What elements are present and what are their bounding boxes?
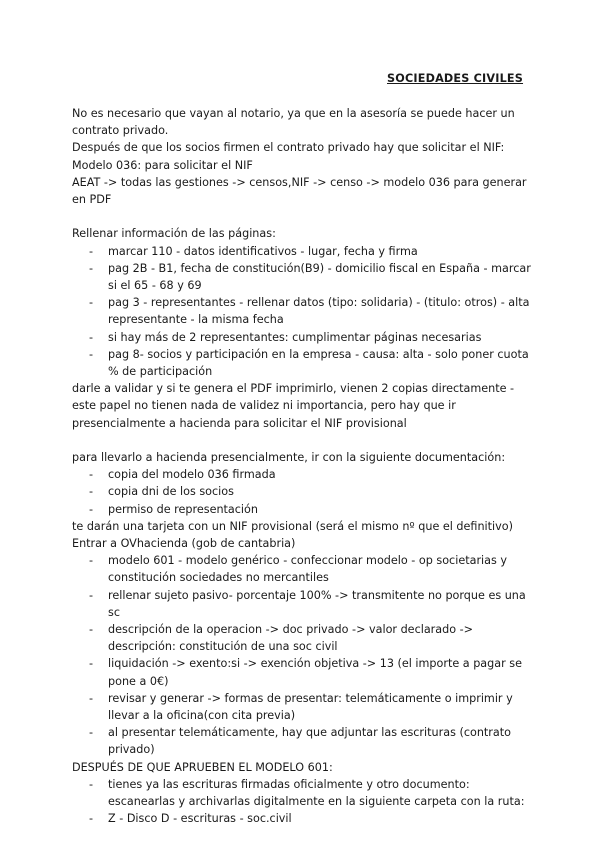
list-item: - permiso de representación (72, 501, 532, 518)
list-item: - descripción de la operacion -> doc privado -> valor declarado -> descripción: constitución de una soc civil (72, 621, 532, 655)
list-item: - pag 3 - representantes - rellenar datos (tipo: solidaria) - (titulo: otros) - alta representante - la misma fecha (72, 294, 532, 328)
bullet-list (72, 552, 532, 758)
section-heading: para llevarlo a hacienda presencialmente, ir con la siguiente documentación: (72, 451, 506, 465)
list-item: - copia del modelo 036 firmada (72, 466, 532, 483)
section-heading: DESPUÉS DE QUE APRUEBEN EL MODELO 601: (72, 760, 333, 774)
paragraph: te darán una tarjeta con un NIF provisional (será el mismo nº que el definitivo) (72, 519, 513, 533)
paragraph: AEAT -> todas las gestiones -> censos,NIF -> censo -> modelo 036 para generar en PDF (72, 175, 527, 207)
paragraph: Entrar a OVhacienda (gob de cantabria) (72, 537, 296, 551)
list-item: - al presentar telemáticamente, hay que adjuntar las escrituras (contrato privado) (72, 724, 532, 758)
paragraph: darle a validar y si te genera el PDF imprimirlo, vienen 2 copias directamente - este papel no tienen nada de validez ni importancia, pero hay que ir presencialmente a hacienda para solicitar el NIF provisional (72, 382, 515, 430)
list-item: - liquidación -> exento:si -> exención objetiva -> 13 (el importe a pagar se pone a 0€) (72, 655, 532, 689)
list-item: - rellenar sujeto pasivo- porcentaje 100% -> transmitente no porque es una sc (72, 587, 532, 621)
document-title: SOCIEDADES CIVILES (387, 72, 524, 85)
paragraph: Después de que los socios firmen el contrato privado hay que solicitar el NIF: (72, 141, 505, 155)
bullet-list (72, 243, 532, 381)
paragraph: No es necesario que vayan al notario, ya que en la asesoría se puede hacer un contrato privado. (72, 107, 515, 138)
paragraph: Modelo 036: para solicitar el NIF (72, 158, 253, 172)
list-item: - si hay más de 2 representantes: cumplimentar páginas necesarias (72, 329, 532, 346)
list-item: - revisar y generar -> formas de presentar: telemáticamente o imprimir y llevar a la oficina(con cita previa) (72, 690, 532, 724)
list-item: - copia dni de los socios (72, 483, 532, 500)
bullet-list (72, 776, 532, 828)
list-item: - tienes ya las escrituras firmadas oficialmente y otro documento: escanearlas y archivarlas digitalmente en la siguiente carpeta con la ruta: (72, 776, 532, 810)
section-heading: Rellenar información de las páginas: (72, 227, 276, 241)
list-item: - modelo 601 - modelo genérico - confeccionar modelo - op societarias y constitución sociedades no mercantiles (72, 552, 532, 586)
list-item: - pag 2B - B1, fecha de constitución(B9) - domicilio fiscal en España - marcar si el 65 - 68 y 69 (72, 260, 532, 294)
list-item: - Z - Disco D - escrituras - soc.civil (72, 810, 532, 827)
document-body (72, 105, 532, 828)
list-item: - marcar 110 - datos identificativos - lugar, fecha y firma (72, 243, 532, 260)
bullet-list (72, 466, 532, 518)
list-item: - pag 8- socios y participación en la empresa - causa: alta - solo poner cuota % de participación (72, 346, 532, 380)
